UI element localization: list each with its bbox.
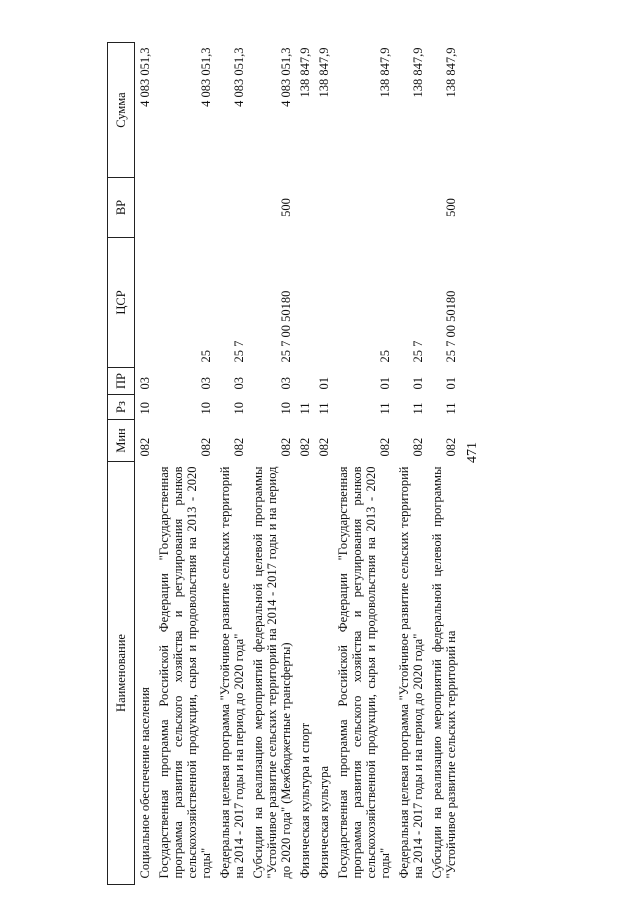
row-rz: 11 (411, 402, 425, 415)
row-vr (215, 178, 248, 238)
header-name: Наименование (108, 462, 135, 885)
table-row (295, 43, 314, 885)
row-sum: 138 847,9 (378, 47, 392, 98)
row-sum: 138 847,9 (317, 47, 331, 98)
row-name: Государственная программа Российской Федерации "Государственная программа развития сельского хозяйства и регулирования рынков сельскохозяйственной продукции, сырья и продовольствия на 2013 - 2020 годы" (157, 466, 213, 879)
row-vr (154, 178, 215, 238)
row-rz: 10 (232, 402, 246, 415)
header-sum: Сумма (108, 43, 135, 178)
row-sum: 4 083 051,3 (279, 47, 293, 107)
header-vr: ВР (108, 178, 135, 238)
row-rz: 11 (317, 402, 331, 415)
row-min: 082 (232, 437, 246, 457)
table-row (394, 43, 427, 885)
row-name: Субсидии на реализацию мероприятий федеральной целевой программы "Устойчивое развитие сельских территорий на 2014 - 2017 годы и на период до 2020 года" (Межбюджетные трансферты) (251, 466, 293, 879)
header-rz: Рз (108, 395, 135, 420)
row-vr: 500 (279, 198, 293, 217)
page-number: 471 (465, 442, 480, 463)
table-row (135, 43, 155, 885)
header-min: Мин (108, 420, 135, 462)
row-rz: 10 (199, 402, 213, 415)
budget-table (107, 42, 460, 885)
row-name: Федеральная целевая программа "Устойчивое развитие сельских территорий на 2014 - 2017 годы и на период до 2020 года" (218, 466, 246, 879)
row-pr: 01 (444, 377, 458, 390)
row-pr: 03 (279, 377, 293, 390)
row-sum: 4 083 051,3 (138, 47, 152, 107)
table-header-row (108, 43, 135, 885)
row-name: Физическая культура и спорт (298, 722, 312, 879)
row-name: Федеральная целевая программа "Устойчивое развитие сельских территорий на 2014 - 2017 годы и на период до 2020 года" (397, 466, 425, 879)
table-row (314, 43, 333, 885)
row-sum: 138 847,9 (444, 47, 458, 98)
row-min: 082 (378, 437, 392, 457)
row-vr: 500 (444, 198, 458, 217)
row-vr (394, 178, 427, 238)
row-name: Субсидии на реализацию мероприятий федеральной целевой программы "Устойчивое развитие сельских территорий на (430, 466, 458, 879)
row-csr (314, 238, 333, 368)
row-sum: 4 083 051,3 (232, 47, 246, 107)
header-pr: ПР (108, 368, 135, 395)
table-row (154, 43, 215, 885)
row-pr: 03 (138, 377, 152, 390)
table-row (215, 43, 248, 885)
row-pr: 01 (378, 377, 392, 390)
row-name: Государственная программа Российской Федерации "Государственная программа развития сельского хозяйства и регулирования рынков сельскохозяйственной продукции, сырья и продовольствия на 2013 - 2020 годы" (336, 466, 392, 879)
row-csr: 25 7 00 50180 (444, 290, 458, 363)
row-pr: 01 (317, 377, 331, 390)
row-sum: 138 847,9 (411, 47, 425, 98)
row-pr (295, 368, 314, 395)
row-min: 082 (411, 437, 425, 457)
row-min: 082 (298, 437, 312, 457)
row-min: 082 (444, 437, 458, 457)
row-rz: 11 (378, 402, 392, 415)
row-csr: 25 7 (232, 340, 246, 363)
row-sum: 138 847,9 (298, 47, 312, 98)
row-rz: 11 (444, 402, 458, 415)
row-pr: 01 (411, 377, 425, 390)
row-rz: 11 (298, 402, 312, 415)
row-min: 082 (279, 437, 293, 457)
row-min: 082 (199, 437, 213, 457)
row-min: 082 (317, 437, 331, 457)
table-row (333, 43, 394, 885)
table-row (248, 43, 295, 885)
row-csr (135, 238, 155, 368)
row-vr (135, 178, 155, 238)
row-rz: 10 (279, 402, 293, 415)
row-csr (295, 238, 314, 368)
row-name: Социальное обеспечение населения (138, 687, 152, 879)
row-vr (333, 178, 394, 238)
table-row (427, 43, 460, 885)
header-csr: ЦСР (108, 238, 135, 368)
row-rz: 10 (138, 402, 152, 415)
row-pr: 03 (232, 377, 246, 390)
row-pr: 03 (199, 377, 213, 390)
row-csr: 25 7 00 50180 (279, 290, 293, 363)
row-csr: 25 (199, 350, 213, 363)
row-name: Физическая культура (317, 765, 331, 879)
row-sum: 4 083 051,3 (199, 47, 213, 107)
row-csr: 25 (378, 350, 392, 363)
rotated-page (107, 43, 635, 885)
row-vr (314, 178, 333, 238)
row-vr (295, 178, 314, 238)
row-csr: 25 7 (411, 340, 425, 363)
row-min: 082 (138, 437, 152, 457)
